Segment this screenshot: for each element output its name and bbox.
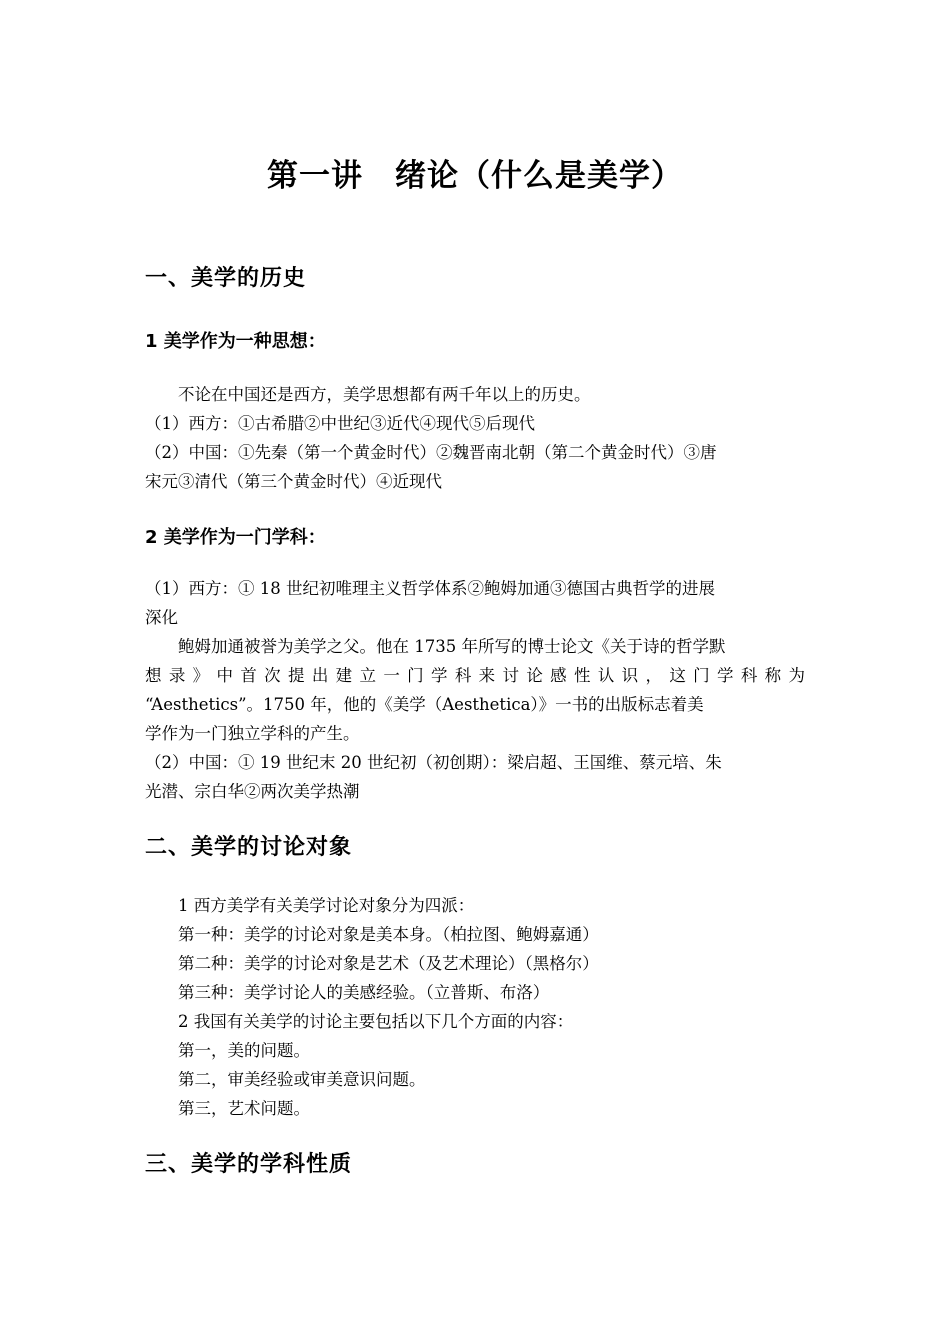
page-title: 第一讲 绪论（什么是美学） [267, 158, 683, 194]
paragraph-line: 想录》中首次提出建立一门学科来讨论感性认识，这门学科称为 [145, 666, 805, 685]
paragraph-line: 2 我国有关美学的讨论主要包括以下几个方面的内容： [178, 1012, 574, 1031]
section-heading-object: 二、美学的讨论对象 [145, 835, 353, 860]
paragraph-line: 第二，审美经验或审美意识问题。 [178, 1070, 426, 1089]
paragraph-line: 宋元③清代（第三个黄金时代）④近现代 [145, 472, 442, 491]
paragraph-line: 鲍姆加通被誉为美学之父。他在 1735 年所写的博士论文《关于诗的哲学默 [178, 637, 726, 656]
section-heading-history: 一、美学的历史 [145, 266, 307, 291]
paragraph-line: 第三，艺术问题。 [178, 1099, 310, 1118]
paragraph-line: 第二种：美学的讨论对象是艺术（及艺术理论）（黑格尔） [178, 954, 599, 973]
paragraph-line: 第三种：美学讨论人的美感经验。（立普斯、布洛） [178, 983, 550, 1002]
paragraph-line: （1）西方：① 18 世纪初唯理主义哲学体系②鲍姆加通③德国古典哲学的进展 [145, 579, 715, 598]
paragraph-line: 1 西方美学有关美学讨论对象分为四派： [178, 896, 475, 915]
paragraph-line: 第一种：美学的讨论对象是美本身。（柏拉图、鲍姆嘉通） [178, 925, 599, 944]
paragraph-line: 第一，美的问题。 [178, 1041, 310, 1060]
paragraph-line: （1）西方：①古希腊②中世纪③近代④现代⑤后现代 [145, 414, 535, 433]
paragraph-line: （2）中国：①先秦（第一个黄金时代）②魏晋南北朝（第二个黄金时代）③唐 [145, 443, 717, 462]
section-heading-nature: 三、美学的学科性质 [145, 1152, 353, 1177]
paragraph-line: 光潜、宗白华②两次美学热潮 [145, 782, 360, 801]
paragraph-line: “Aesthetics”。1750 年，他的《美学（Aesthetica）》一书的出版标志着美 [145, 695, 704, 714]
subheading-thought: 1 美学作为一种思想： [145, 331, 326, 352]
paragraph-line: 学作为一门独立学科的产生。 [145, 724, 360, 743]
subheading-discipline: 2 美学作为一门学科： [145, 527, 326, 548]
paragraph-line: 不论在中国还是西方，美学思想都有两千年以上的历史。 [178, 385, 591, 404]
paragraph-line: （2）中国：① 19 世纪末 20 世纪初（初创期）：梁启超、王国维、蔡元培、朱 [145, 753, 722, 772]
paragraph-line: 深化 [145, 608, 178, 627]
